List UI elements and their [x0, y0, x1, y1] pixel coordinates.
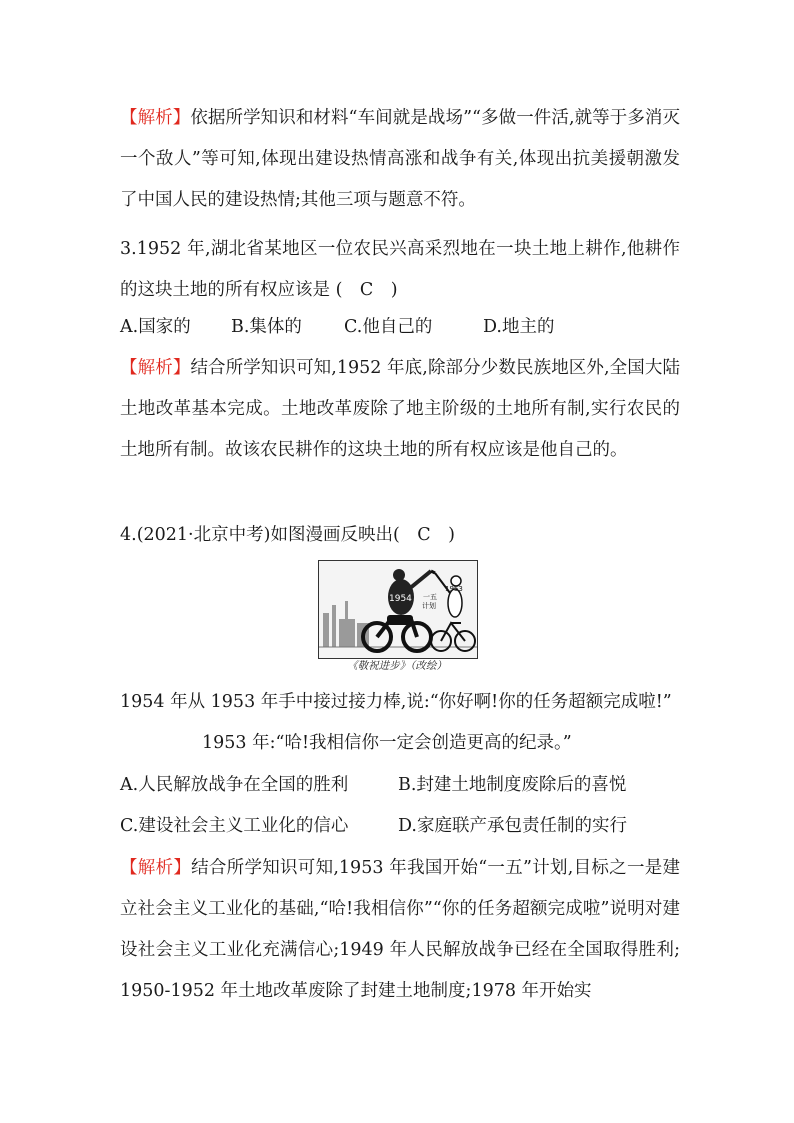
- motorcycle-illustration: [363, 569, 431, 651]
- analysis-text: 依据所学知识和材料“车间就是战场”“多做一件活,就等于多消灭一个敌人”等可知,体现出建设热情高涨和战争有关,体现出抗美援朝激发了中国人民的建设热情;其他三项与题意不符。: [120, 108, 680, 210]
- option-b: B.封建土地制度废除后的喜悦: [398, 775, 627, 795]
- plan-label-line1: 一五: [423, 593, 437, 601]
- option-c: C.他自己的: [344, 317, 433, 337]
- option-c: C.建设社会主义工业化的信心: [120, 816, 349, 836]
- analysis-text: 结合所学知识可知,1953 年我国开始“一五”计划,目标之一是建立社会主义工业化的基础,“哈!我相信你”“你的任务超额完成啦”说明对建设社会主义工业化充满信心;1949 年人民解放战争已经在全国取得胜利;1950-1952 年土地改革废除了封建土地制度;1978 年开始实: [120, 858, 680, 1001]
- question-stem: 3.1952 年,湖北省某地区一位农民兴高采烈地在一块土地上耕作,他耕作的这块土地的所有权应该是: [120, 239, 680, 300]
- question-answer: ( C ): [335, 280, 398, 300]
- cartoon-illustration: [319, 561, 477, 658]
- analysis-q4: [120, 848, 680, 1012]
- option-b: B.集体的: [231, 317, 302, 337]
- plan-label-line2: 计划: [422, 602, 436, 610]
- option-d: D.地主的: [483, 317, 555, 337]
- dialogue-line-2: 1953 年:“哈!我相信你一定会创造更高的纪录。”: [202, 733, 572, 753]
- analysis-tag: 【解析】: [120, 858, 192, 878]
- option-a: A.人民解放战争在全国的胜利: [120, 775, 349, 795]
- question-answer: ( C ): [392, 525, 455, 545]
- dialogue-line-1: 1954 年从 1953 年手中接过接力棒,说:“你好啊!你的任务超额完成啦!”: [120, 692, 672, 712]
- figure-caption: 《敬祝进步》（改绘）: [347, 660, 447, 672]
- analysis-q2: [120, 98, 680, 221]
- label-1954: 1954: [389, 594, 412, 604]
- question-stem: 4.(2021·北京中考)如图漫画反映出: [120, 525, 393, 545]
- option-a: A.国家的: [120, 317, 191, 337]
- analysis-tag: 【解析】: [120, 108, 191, 128]
- option-d: D.家庭联产承包责任制的实行: [398, 816, 627, 836]
- analysis-tag: 【解析】: [120, 358, 191, 378]
- question-3: [120, 229, 680, 311]
- analysis-q3: [120, 348, 680, 471]
- analysis-text: 结合所学知识可知,1952 年底,除部分少数民族地区外,全国大陆土地改革基本完成。土地改革废除了地主阶级的土地所有制,实行农民的土地所有制。故该农民耕作的这块土地的所有权应该是他自己的。: [120, 358, 680, 460]
- question-4: [120, 521, 455, 549]
- cartoon-figure: [318, 560, 478, 659]
- bicycle-illustration: [431, 573, 475, 651]
- label-1953: 1953: [445, 585, 463, 593]
